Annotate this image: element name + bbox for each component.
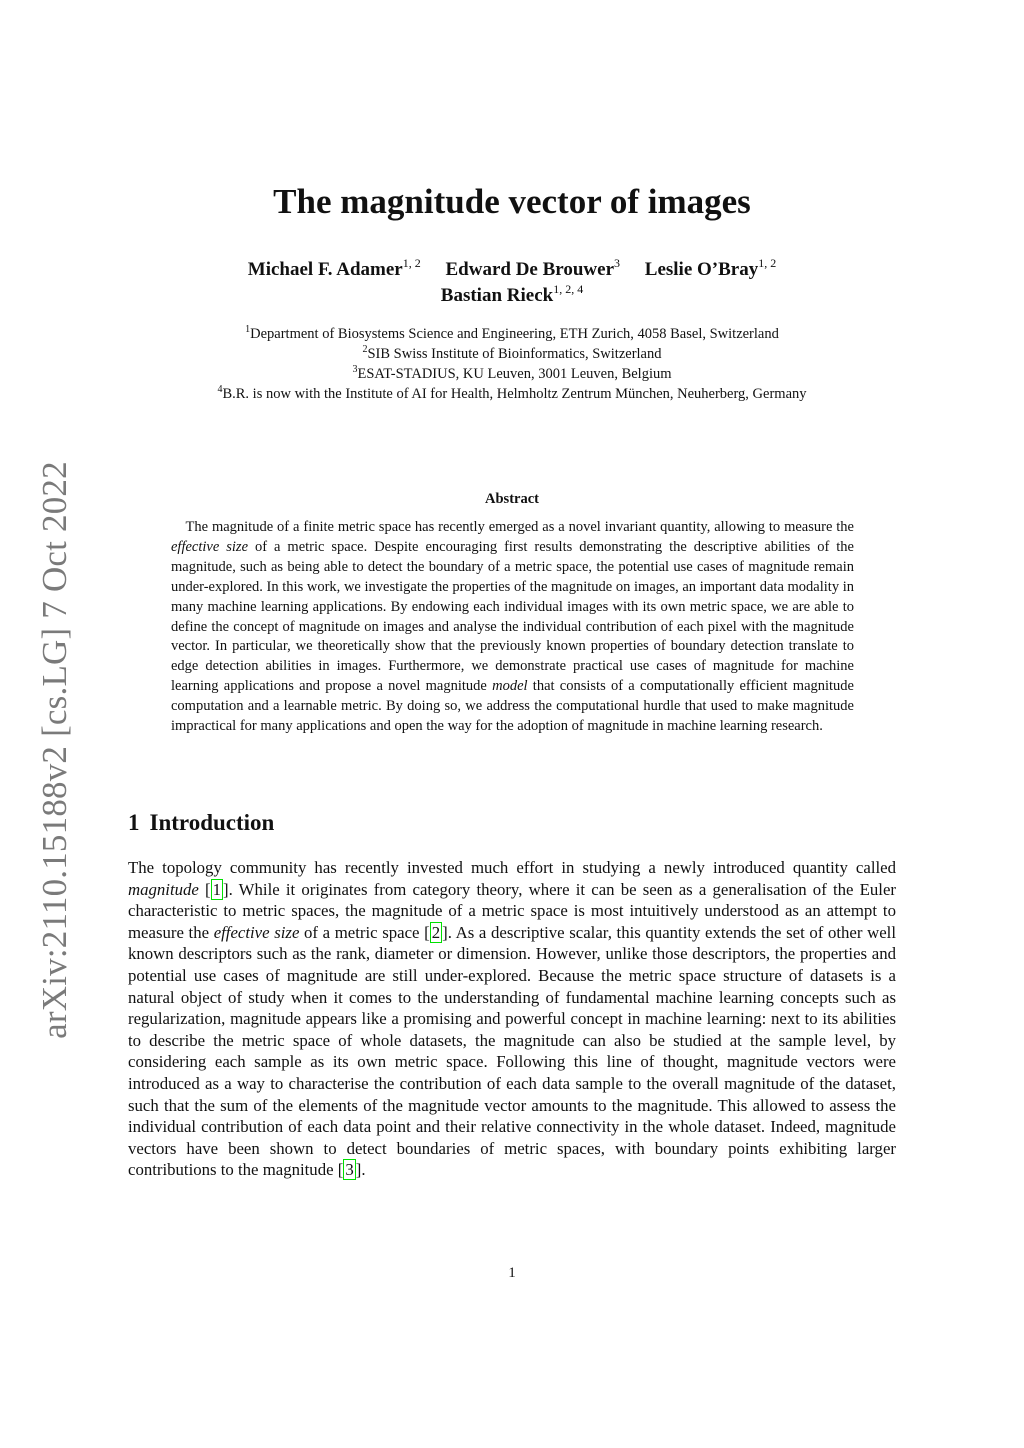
citation-link[interactable]: 2 xyxy=(431,922,441,942)
page-number: 1 xyxy=(508,1265,516,1281)
author-name: Michael F. Adamer xyxy=(247,259,403,280)
citation-link[interactable]: 3 xyxy=(345,1160,354,1180)
author-list xyxy=(0,257,1024,309)
author-line-2 xyxy=(0,283,1024,309)
author-name: Leslie O’Bray xyxy=(644,259,759,280)
abstract-emphasis: model xyxy=(492,678,528,695)
section-heading-introduction xyxy=(128,810,274,836)
author xyxy=(644,256,777,280)
intro-emphasis: effective size xyxy=(213,922,300,942)
author-affil-mark: 1, 2, 4 xyxy=(553,282,584,296)
affiliation-text: ESAT-STADIUS, KU Leuven, 3001 Leuven, Belgium xyxy=(357,366,672,382)
affiliation-list xyxy=(0,324,1024,404)
abstract-text: The magnitude of a finite metric space has recently emerged as a novel invariant quantity, allowing to measure the xyxy=(185,519,854,535)
paper-title: The magnitude vector of images xyxy=(273,182,751,221)
arxiv-stamp: arXiv:2110.15188v2 [cs.LG] 7 Oct 2022 xyxy=(35,461,74,1039)
affiliation-text: SIB Swiss Institute of Bioinformatics, Switzerland xyxy=(367,346,662,362)
intro-text: . xyxy=(361,1160,366,1180)
author-affil-mark: 3 xyxy=(614,256,621,270)
abstract-text: that consists of a computationally efficient magnitude computation and a learnable metric. By doing so, we address the computational hurdle that used to make magnitude impractical for many applications and open the way for the adoption of magnitude in machine learning research. xyxy=(171,678,854,735)
intro-text: of a metric space xyxy=(299,922,425,942)
intro-text: . While it originates from category theory, where it can be seen as a generalisation of the Euler characteristic to metric spaces, the magnitude of a metric space is most intuitively understood as an attempt to measure the xyxy=(128,879,896,942)
affiliation-text: B.R. is now with the Institute of AI for Health, Helmholtz Zentrum München, Neuherberg, Germany xyxy=(222,386,807,402)
author-affil-mark: 1, 2 xyxy=(402,256,421,270)
affiliation xyxy=(0,344,1024,364)
affiliation xyxy=(0,384,1024,404)
author xyxy=(247,256,421,280)
author-name: Edward De Brouwer xyxy=(445,259,615,280)
author-line-1 xyxy=(0,257,1024,283)
affiliation-mark: 3 xyxy=(352,364,358,375)
author-affil-mark: 1, 2 xyxy=(758,256,777,270)
affiliation-text: Department of Biosystems Science and Engineering, ETH Zurich, 4058 Basel, Switzerland xyxy=(250,326,779,342)
affiliation-mark: 1 xyxy=(245,324,251,335)
abstract-emphasis: effective size xyxy=(171,538,249,555)
intro-emphasis: magnitude xyxy=(128,879,199,899)
author xyxy=(440,282,584,306)
author xyxy=(445,256,621,280)
citation-link[interactable]: 1 xyxy=(212,879,222,899)
affiliation xyxy=(0,324,1024,344)
author-name: Bastian Rieck xyxy=(440,285,554,306)
abstract-heading: Abstract xyxy=(485,491,539,507)
introduction-paragraph: The topology community has recently invested much effort in studying a newly introduced quantity called magnitude [ 1 ]. While it originates from category theory, where it can be seen as a generalisation of the Euler characteristic to metric spaces, the magnitude of a metric space is most intuitively understood as an attempt to measure the effective size of a metric space [ 2 ]. As a descriptive scalar, this quantity extends the set of other well known descriptors such as the rank, diameter or dimension. However, unlike those descriptors, the properties and potential use cases of magnitude are still under-explored. Because the metric space structure of datasets is a natural object of study when it comes to the understanding of fundamental machine learning concepts such as regularization, magnitude appears like a promising and powerful concept in machine learning: next to its abilities to describe the metric space of whole datasets, the magnitude can also be studied at the sample level, by considering each sample as its own metric space. Following this line of thought, magnitude vectors were introduced as a way to characterise the contribution of each data sample to the overall magnitude of the dataset, such that the sum of the elements of the magnitude vector amounts to the magnitude. This allowed to assess the individual contribution of each data point and their relative connectivity in the whole dataset. Indeed, magnitude vectors have been shown to detect boundaries of metric spaces, with boundary points exhibiting larger contributions to the magnitude [ 3 ]. xyxy=(128,858,896,1180)
abstract-body xyxy=(171,518,854,737)
affiliation xyxy=(0,364,1024,384)
intro-text: . As a descriptive scalar, this quantity extends the set of other well known descriptors such as the rank, diameter or dimension. However, unlike those descriptors, the properties and potential use cases of magnitude are still under-explored. Because the metric space structure of datasets is a natural object of study when it comes to the understanding of fundamental machine learning concepts such as regularization, magnitude appears like a promising and powerful concept in machine learning: next to its abilities to describe the metric space of whole datasets, the magnitude can also be studied at the sample level, by considering each sample as its own metric space. Following this line of thought, magnitude vectors were introduced as a way to characterise the contribution of each data sample to the overall magnitude of the dataset, such that the sum of the elements of the magnitude vector amounts to the magnitude. This allowed to assess the individual contribution of each data point and their relative connectivity in the whole dataset. Indeed, magnitude vectors have been shown to detect boundaries of metric spaces, with boundary points exhibiting larger contributions to the magnitude xyxy=(128,922,896,1180)
affiliation-mark: 4 xyxy=(217,384,223,395)
section-title: Introduction xyxy=(149,810,275,835)
intro-text: The topology community has recently invested much effort in studying a newly introduced quantity called xyxy=(128,858,896,877)
affiliation-mark: 2 xyxy=(362,344,368,355)
abstract-text: of a metric space. Despite encouraging first results demonstrating the descriptive abilities of the magnitude, such as being able to detect the boundary of a metric space, the potential use cases of magnitude remain under-explored. In this work, we investigate the properties of the magnitude on images, an important data modality in many machine learning applications. By endowing each individual images with its own metric space, we are able to define the concept of magnitude on images and analyse the individual contribution of each pixel with the magnitude vector. In particular, we theoretically show that the previously known properties of boundary detection translate to edge detection abilities in images. Furthermore, we demonstrate practical use cases of magnitude for machine learning applications and propose a novel magnitude xyxy=(171,538,854,695)
section-number: 1 xyxy=(128,810,140,835)
